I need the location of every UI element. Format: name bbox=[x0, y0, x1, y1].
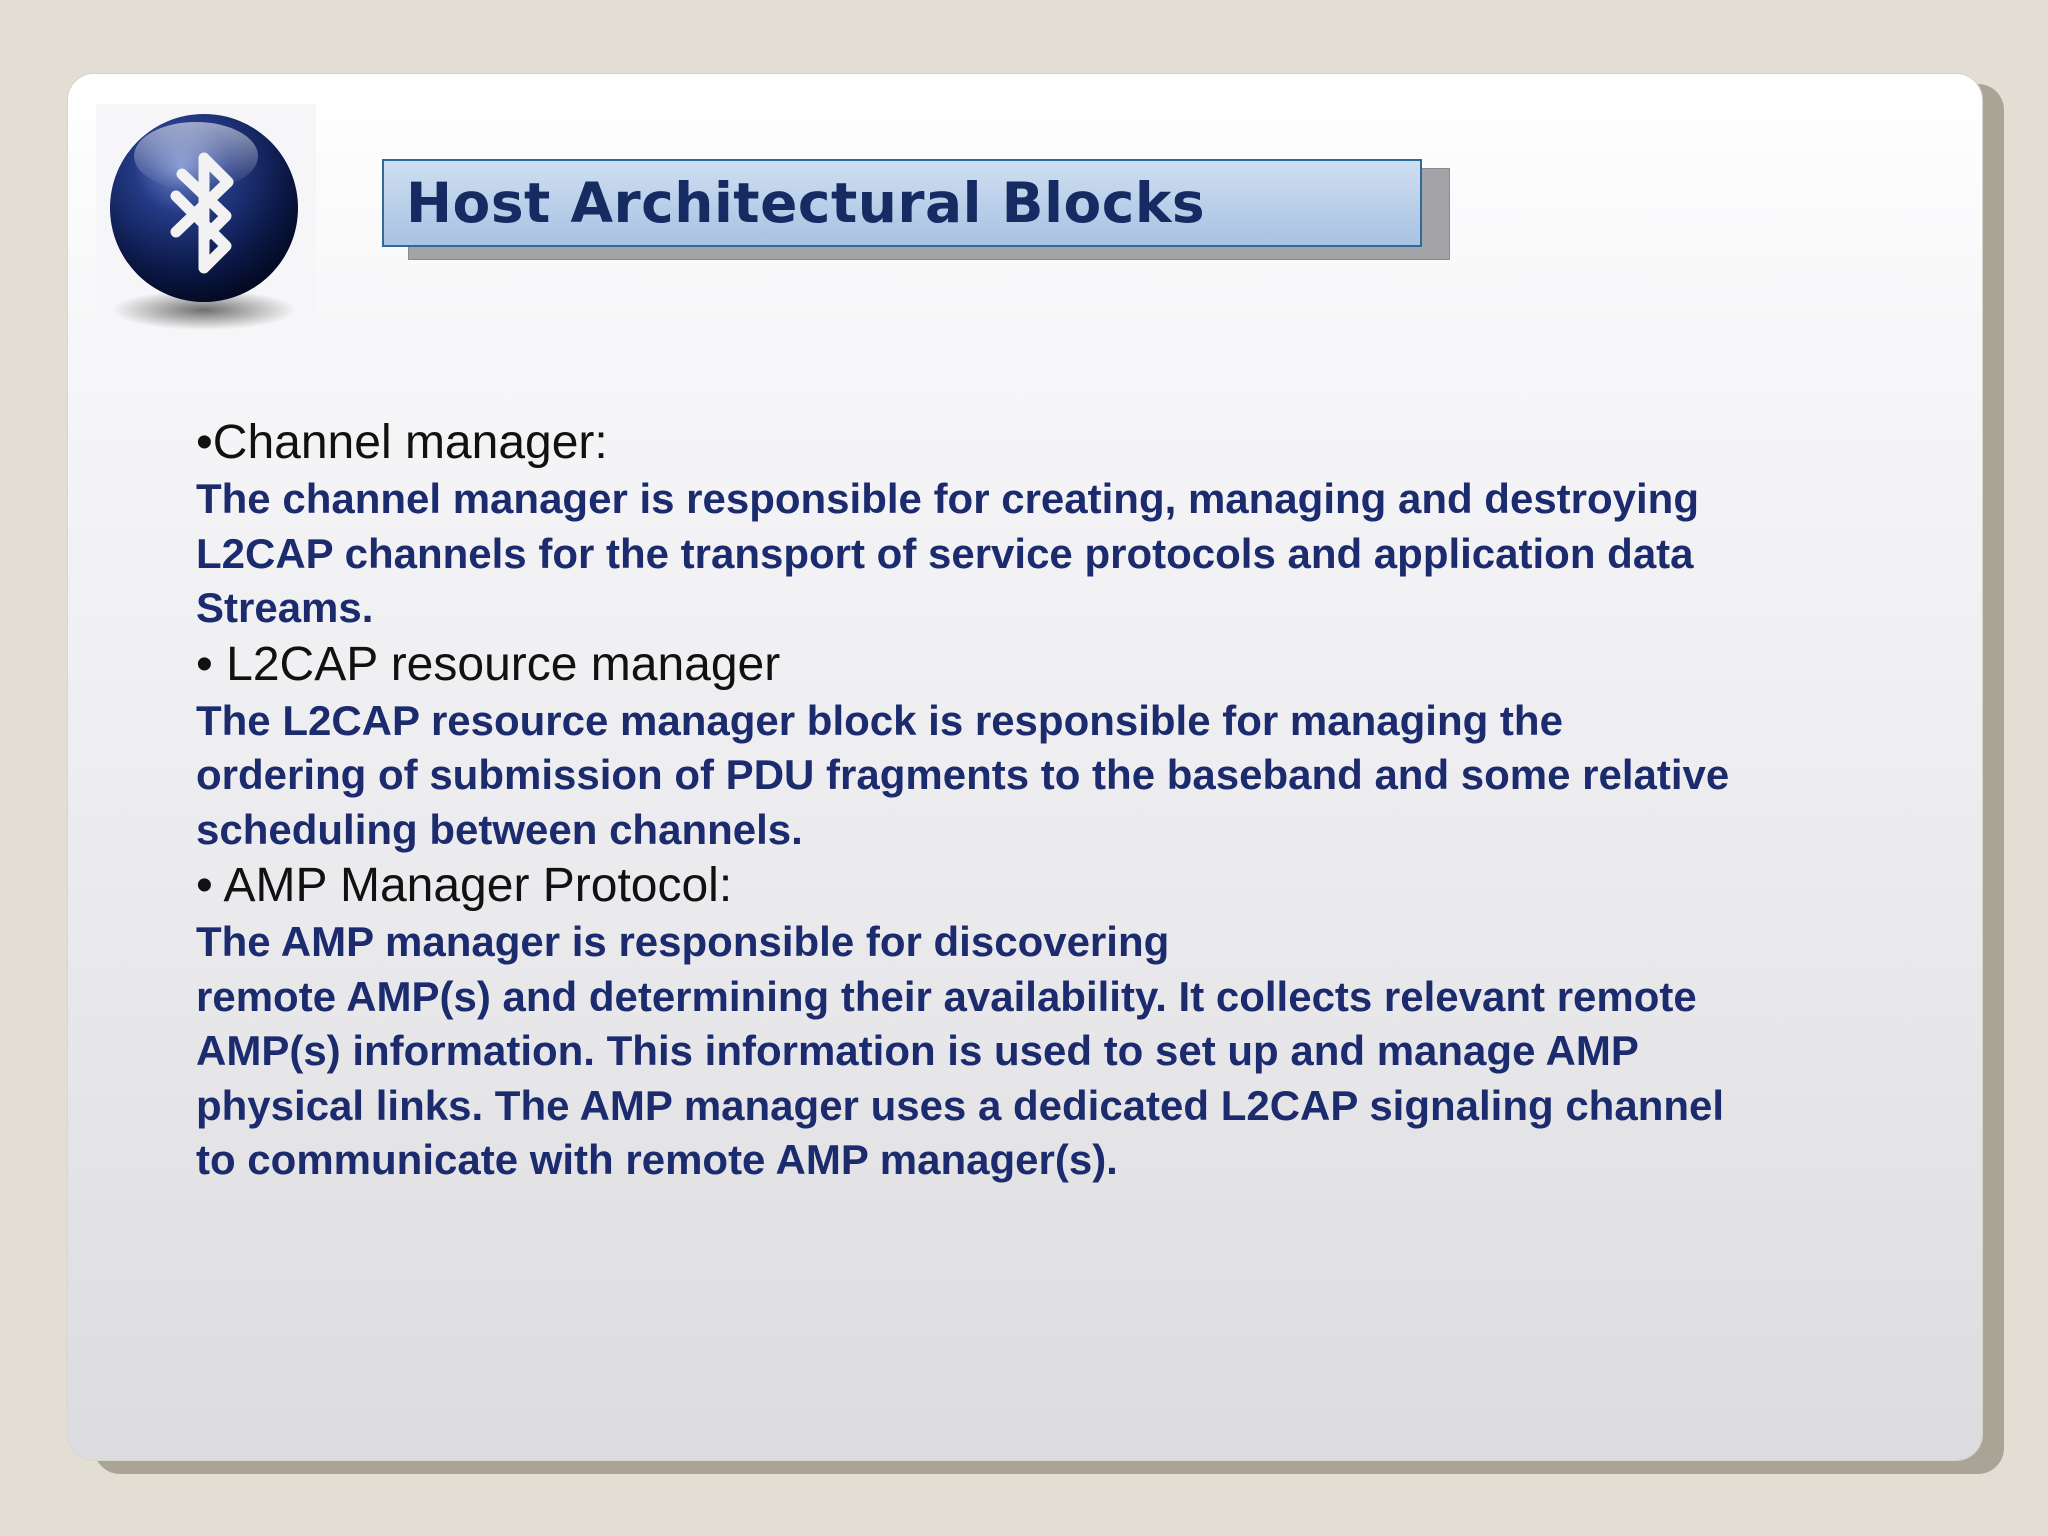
section-description-channel-manager bbox=[196, 472, 1896, 636]
description-line: scheduling between channels. bbox=[196, 805, 803, 853]
section-description-amp-manager-protocol bbox=[196, 915, 1896, 1188]
description-line: remote AMP(s) and determining their availability. It collects relevant remote bbox=[196, 972, 1697, 1020]
section-heading-channel-manager: •Channel manager: bbox=[196, 416, 608, 469]
description-line: physical links. The AMP manager uses a dedicated L2CAP signaling channel bbox=[196, 1081, 1725, 1129]
description-line: to communicate with remote AMP manager(s). bbox=[196, 1136, 1118, 1183]
description-line: The channel manager is responsible for creating, managing and destroying bbox=[196, 475, 1699, 522]
page-title: Host Architectural Blocks bbox=[406, 171, 1206, 235]
description-line: ordering of submission of PDU fragments to the baseband and some relative bbox=[196, 751, 1730, 798]
title-box bbox=[382, 159, 1422, 247]
description-line: L2CAP channels for the transport of service protocols and application data bbox=[196, 529, 1694, 577]
description-line: AMP(s) information. This information is used to set up and manage AMP bbox=[196, 1027, 1639, 1074]
section-heading-l2cap-resource-manager: • L2CAP resource manager bbox=[196, 637, 781, 691]
description-line: The L2CAP resource manager block is responsible for managing the bbox=[196, 696, 1563, 744]
content-body bbox=[196, 414, 1896, 1188]
description-line: Streams. bbox=[196, 584, 374, 631]
section-description-l2cap-resource-manager bbox=[196, 694, 1896, 858]
bluetooth-icon bbox=[96, 104, 316, 336]
description-line: The AMP manager is responsible for discovering bbox=[196, 918, 1170, 965]
section-heading-amp-manager-protocol: • AMP Manager Protocol: bbox=[196, 859, 733, 912]
